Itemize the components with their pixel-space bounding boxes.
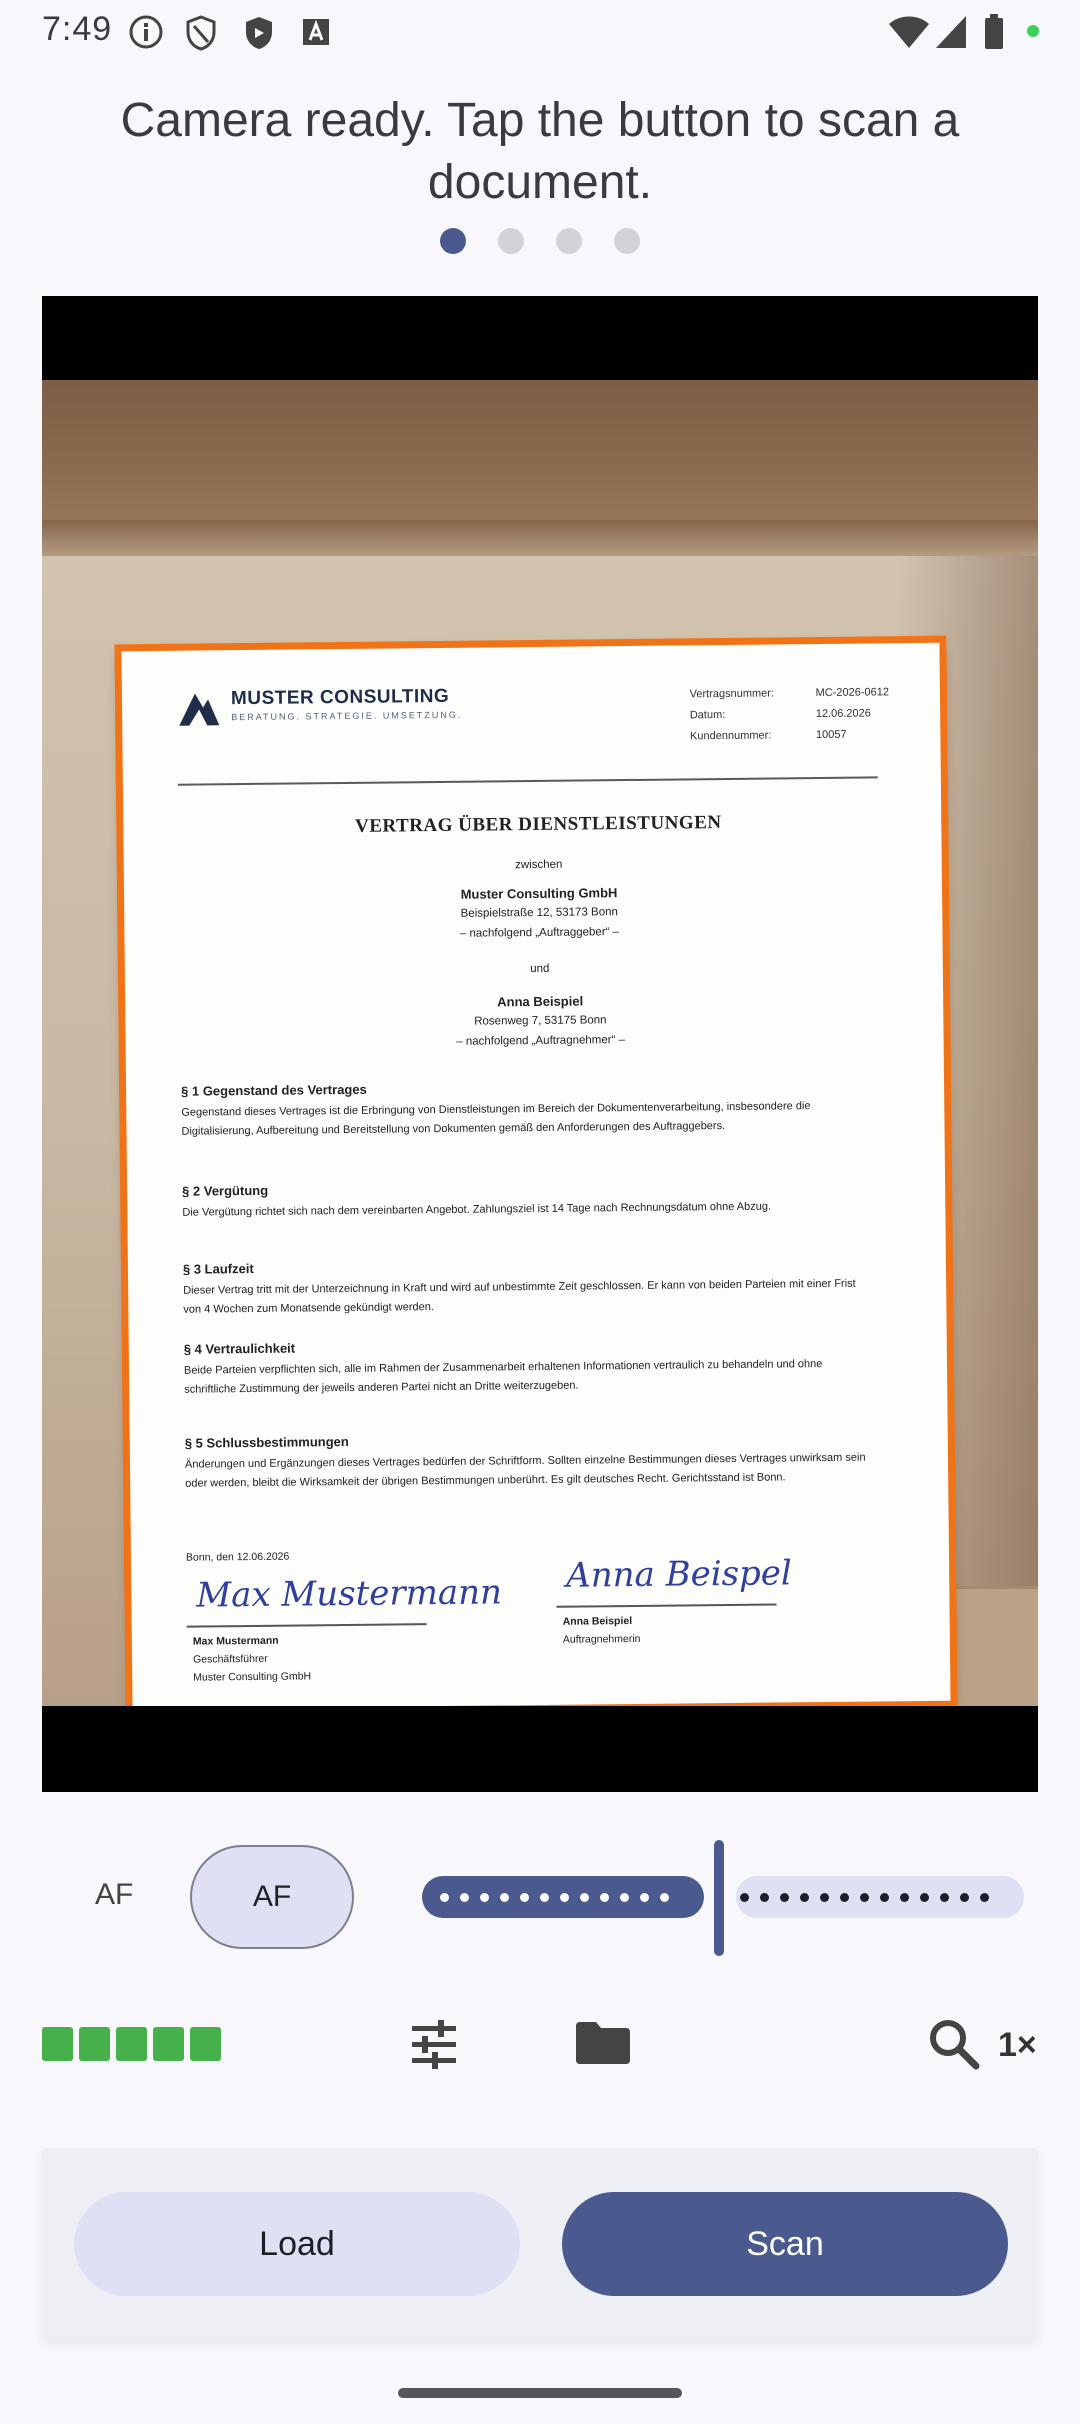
quality-bar bbox=[190, 2027, 221, 2061]
slider-tick bbox=[480, 1893, 489, 1902]
camera-scene bbox=[42, 380, 1038, 1706]
load-button[interactable]: Load bbox=[74, 2192, 520, 2296]
camera-preview[interactable] bbox=[42, 296, 1038, 1792]
slider-tick bbox=[520, 1893, 529, 1902]
quality-bar bbox=[116, 2027, 147, 2061]
slider-tick bbox=[920, 1893, 929, 1902]
page-dot-3[interactable] bbox=[556, 228, 582, 254]
detected-document: MUSTER CONSULTING BERATUNG. STRATEGIE. UMSETZUNG. Vertragsnummer: MC-2026-0612 Datum: 12.06.2026 Kundennummer: 10057 VERTRAG ÜBER DIENSTLEISTUNGEN zwischen Muster Consulting GmbH Beispielstraße 12, 53173 Bonn – nachfolgend „Auftraggeber“ – und Anna Beispiel Rosenweg 7, 53175 Bonn – nachfolgend „Auftragnehmer“ – § 1 Gegenstand des Vertrages Gegenstand dieses Vertrages ist die Erbringung von Dienstleistungen im Bereich der Dokumentenverarbeitung, insbesondere die Digitalisierung, Aufbereitung und Bereitstellung von Dokumenten gemäß den Anforderungen des Auftraggebers. § 2 Vergütung Die Vergütung richtet sich nach dem vereinbarten Angebot. Zahlungsziel ist 14 Tage nach Rechnungsdatum ohne Abzug. § 3 Laufzeit Dieser Vertrag tritt mit der Unterzeichnung in Kraft und wird auf unbestimmte Zeit geschlossen. Er kann von beiden Parteien mit einer Frist von 4 Wochen zum Monatsende gekündigt werden. § 4 Vertraulichkeit Beide Parteien verpflichten sich, alle im Rahmen der Zusammenarbeit erhaltenen Informationen vertraulich zu behandeln und ohne schriftliche Zustimmung der jeweils anderen Partei nicht an Dritte weiterzugeben. § 5 Schlussbestimmungen Änderungen und Ergänzungen dieses Vertrages bedürfen der Schriftform. Sollten einzelne Bestimmungen dieses Vertrages unwirksam sein oder werden, bleibt die Wirksamkeit der übrigen Bestimmungen unberührt. Es gilt deutsches Recht. Gerichtsstand ist Bonn. Bonn, den 12.06.2026 Max Mustermann Max Mustermann Geschäftsführer Muster Consulting GmbH Anna Beispel Anna Beispiel Auftragnehmerin bbox=[120, 642, 951, 1706]
slider-tick bbox=[620, 1893, 629, 1902]
action-panel bbox=[42, 2148, 1038, 2338]
cellular-signal-icon bbox=[934, 14, 968, 55]
autofocus-toggle-button[interactable]: AF bbox=[190, 1845, 354, 1949]
focus-slider[interactable] bbox=[422, 1836, 1024, 1956]
scan-button[interactable]: Scan bbox=[562, 2192, 1008, 2296]
wifi-icon bbox=[888, 14, 930, 55]
page-indicator bbox=[0, 228, 1080, 254]
quality-bar bbox=[153, 2027, 184, 2061]
status-bar bbox=[0, 0, 1080, 66]
logo-mountain-icon bbox=[177, 687, 221, 727]
slider-tick bbox=[940, 1893, 949, 1902]
slider-tick bbox=[960, 1893, 969, 1902]
font-icon bbox=[300, 16, 332, 53]
slider-tick bbox=[860, 1893, 869, 1902]
signature-anna: Anna Beispel bbox=[565, 1553, 793, 1596]
slider-tick bbox=[500, 1893, 509, 1902]
zoom-level-label[interactable]: 1× bbox=[998, 2026, 1037, 2064]
page-dot-1[interactable] bbox=[440, 228, 466, 254]
folder-icon[interactable] bbox=[574, 2020, 632, 2071]
slider-tick bbox=[780, 1893, 789, 1902]
quality-bar bbox=[42, 2027, 73, 2061]
document-title: VERTRAG ÜBER DIENSTLEISTUNGEN bbox=[354, 812, 722, 837]
document-meta: Vertragsnummer: MC-2026-0612 Datum: 12.06.2026 Kundennummer: 10057 bbox=[689, 686, 890, 743]
slider-tick bbox=[640, 1893, 649, 1902]
slider-tick bbox=[460, 1893, 469, 1902]
page-dot-4[interactable] bbox=[614, 228, 640, 254]
document-logo: MUSTER CONSULTING BERATUNG. STRATEGIE. UMSETZUNG. bbox=[177, 685, 463, 728]
slider-tick bbox=[580, 1893, 589, 1902]
slider-tick bbox=[820, 1893, 829, 1902]
signature-max: Max Mustermann bbox=[196, 1572, 503, 1616]
search-zoom-icon[interactable] bbox=[926, 2016, 982, 2077]
status-time: 7:49 bbox=[42, 10, 113, 48]
section-3: § 3 Laufzeit Dieser Vertrag tritt mit der Unterzeichnung in Kraft und wird auf unbestimmte Zeit geschlossen. Er kann von beiden Parteien mit einer Frist von 4 Wochen zum Monatsende gekündigt werden. bbox=[182, 1260, 856, 1316]
slider-tick bbox=[560, 1893, 569, 1902]
section-4: § 4 Vertraulichkeit Beide Parteien verpflichten sich, alle im Rahmen der Zusammenarbeit erhaltenen Informationen vertraulich zu behandeln und ohne schriftliche Zustimmung der jeweils anderen Partei nicht an Dritte weiterzugeben. bbox=[183, 1340, 823, 1396]
slider-tick bbox=[540, 1893, 549, 1902]
af-label: AF bbox=[95, 1878, 134, 1911]
slider-tick bbox=[840, 1893, 849, 1902]
home-indicator[interactable] bbox=[398, 2388, 682, 2398]
slider-tick bbox=[440, 1893, 449, 1902]
slider-tick bbox=[760, 1893, 769, 1902]
slider-tick bbox=[880, 1893, 889, 1902]
slider-tick bbox=[740, 1893, 749, 1902]
shield-filled-icon bbox=[242, 14, 276, 57]
tune-icon[interactable] bbox=[408, 2018, 460, 2075]
slider-tick bbox=[660, 1893, 669, 1902]
scan-quality-indicator bbox=[42, 2027, 221, 2061]
battery-icon bbox=[984, 14, 1004, 55]
slider-tick bbox=[600, 1893, 609, 1902]
section-5: § 5 Schlussbestimmungen Änderungen und Ergänzungen dieses Vertrages bedürfen der Schriftform. Sollten einzelne Bestimmungen dieses Vertrages unwirksam sein oder werden, bleibt die Wirksamkeit der übrigen Bestimmungen unberührt. Es gilt deutsches Recht. Gerichtsstand ist Bonn. bbox=[184, 1433, 866, 1490]
quality-bar bbox=[79, 2027, 110, 2061]
slider-tick bbox=[900, 1893, 909, 1902]
slider-tick bbox=[980, 1893, 989, 1902]
camera-status-message: Camera ready. Tap the button to scan a document. bbox=[120, 94, 960, 209]
page-dot-2[interactable] bbox=[498, 228, 524, 254]
info-icon bbox=[128, 14, 164, 55]
shield-outline-icon bbox=[184, 14, 218, 57]
section-2: § 2 Vergütung Die Vergütung richtet sich nach dem vereinbarten Angebot. Zahlungsziel ist 14 Tage nach Rechnungsdatum ohne Abzug. bbox=[182, 1182, 772, 1219]
slider-tick bbox=[800, 1893, 809, 1902]
section-1: § 1 Gegenstand des Vertrages Gegenstand dieses Vertrages ist die Erbringung von Dienstleistungen im Bereich der Dokumentenverarbeitung, insbesondere die Digitalisierung, Aufbereitung und Bereitstellung von Dokumenten gemäß den Anforderungen des Auftraggebers. bbox=[181, 1081, 811, 1138]
focus-slider-thumb[interactable] bbox=[714, 1840, 724, 1956]
privacy-indicator-dot bbox=[1026, 24, 1040, 43]
